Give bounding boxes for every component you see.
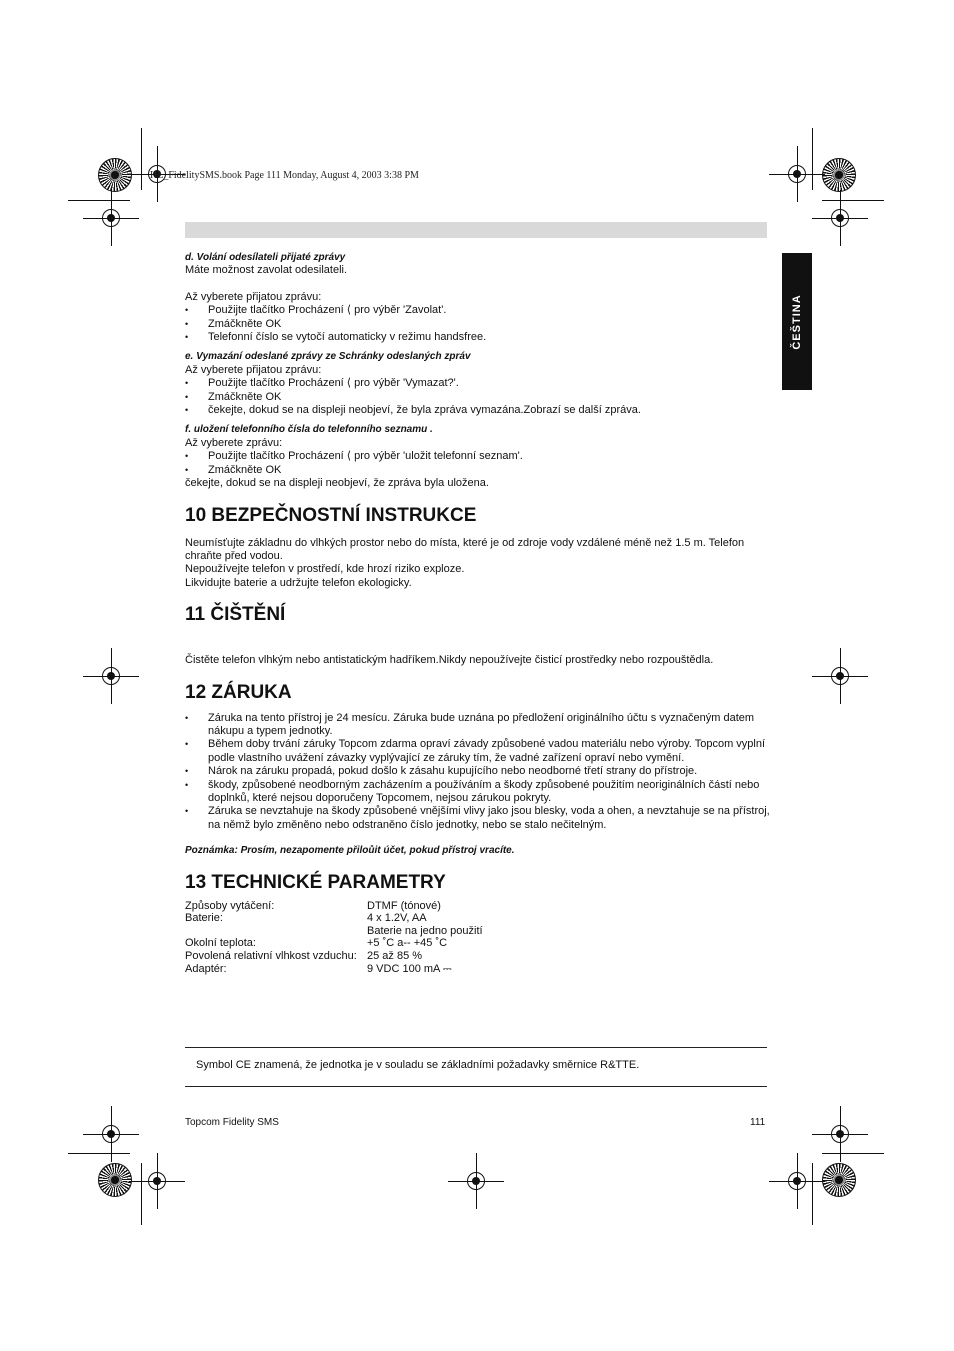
section-d-intro: Máte možnost zavolat odesilateli.: [185, 264, 348, 277]
section-12-heading: 12 ZÁRUKA: [185, 681, 292, 703]
registration-rosette-icon: [822, 1163, 856, 1197]
warranty-note: Poznámka: Prosím, nezapomente přiloůit účet, pokud přístroj vracíte.: [185, 845, 515, 857]
section-f-lead: Až vyberete zprávu:: [185, 436, 283, 449]
trim-line: [141, 128, 142, 190]
section-f-title: f. uložení telefonního čísla do telefonního seznamu .: [185, 424, 433, 436]
list-item: • škody, způsobené neodborným zacházením a používáním a škody způsobené použitím neoriginálních částí nebo doplnků, které nejsou doporučeny Topcomem, nejsou zárukou pokryty.: [185, 779, 770, 806]
language-tab-label: ČEŠTINA: [791, 293, 803, 350]
trim-line: [812, 1163, 813, 1225]
table-row: Povolená relativní vlhkost vzduchu: 25 až 85 %: [185, 949, 423, 962]
trim-line: [68, 200, 130, 201]
list-item: • Během doby trvání záruky Topcom zdarma opraví závady způsobené vadou materiálu nebo výroby. Topcom vyplní podle vlastního uvážení závazky vyplývající ze záruky tím, že vadné zařízení opraví nebo vymění.: [185, 738, 770, 765]
section-d-list: [185, 304, 770, 344]
registration-rosette-icon: [98, 1163, 132, 1197]
section-e-list: [185, 377, 770, 417]
section-11-heading: 11 ČIŠTĚNÍ: [185, 604, 286, 626]
page-number: 111: [750, 1117, 766, 1128]
trim-line: [822, 200, 884, 201]
list-item: • Zmáčkněte OK: [185, 391, 770, 404]
ce-notice-text: Symbol CE znamená, že jednotka je v souladu se základními požadavky směrnice R&TTE.: [196, 1059, 640, 1071]
section-e-title: e. Vymazání odeslané zprávy ze Schránky odeslaných zpráv: [185, 351, 471, 363]
list-item: • Použijte tlačítko Procházení ⟨ pro výběr 'Zavolat'.: [185, 304, 770, 317]
section-10-line: Likvidujte baterie a udržujte telefon ekologicky.: [185, 576, 412, 589]
footer-product: Topcom Fidelity SMS: [185, 1117, 279, 1128]
section-d-lead: Až vyberete přijatou zprávu:: [185, 290, 322, 303]
section-11-text: Čistěte telefon vlhkým nebo antistatickým hadříkem.Nikdy nepoužívejte čisticí prostředky nebo rozpouštědla.: [185, 654, 714, 667]
table-row: Baterie: 4 x 1.2V, AA: [185, 912, 427, 925]
table-row: Adaptér: 9 VDC 100 mA ⎓: [185, 962, 452, 975]
registration-rosette-icon: [822, 158, 856, 192]
section-10-line: Neumísťujte základnu do vlhkých prostor nebo do místa, které je od zdroje vody vzdálené méně než 1.5 m. Telefon chraňte před vodou.: [185, 536, 745, 562]
list-item: • Nárok na záruku propadá, pokud došlo k zásahu kupujícího nebo neodborné třetí strany do přístroje.: [185, 765, 770, 778]
table-row: Baterie na jedno použití: [367, 924, 483, 937]
section-12-list: [185, 712, 770, 833]
list-item: • Zmáčkněte OK: [185, 318, 770, 331]
section-13-heading: 13 TECHNICKÉ PARAMETRY: [185, 871, 446, 893]
language-tab: [782, 253, 812, 390]
section-d-title: d. Volání odesílateli přijaté zprávy: [185, 252, 346, 263]
section-f-outro: čekejte, dokud se na displeji neobjeví, že zpráva byla uložena.: [185, 477, 489, 490]
list-item: • Použijte tlačítko Procházení ⟨ pro výběr 'uložit telefonní seznam'.: [185, 450, 770, 463]
list-item: • Záruka se nevztahuje na škody způsobené vnějšími vlivy jako jsou blesky, voda a ohen, a nevztahuje se na přístroj, na němž bylo změněno nebo odstraněno číslo jednotky, nebo se stalo nečitelným.: [185, 805, 770, 832]
registration-rosette-icon: [98, 158, 132, 192]
section-10-heading: 10 BEZPEČNOSTNÍ INSTRUKCE: [185, 504, 477, 526]
list-item: • čekejte, dokud se na displeji neobjeví, že byla zpráva vymazána.Zobrazí se další zpráva.: [185, 404, 770, 417]
list-item: • Zmáčkněte OK: [185, 464, 770, 477]
page-content: [185, 251, 770, 975]
section-f-list: [185, 450, 770, 477]
trim-line: [141, 1163, 142, 1225]
list-item: • Použijte tlačítko Procházení ⟨ pro výběr 'Vymazat?'.: [185, 377, 770, 390]
list-item: • Telefonní číslo se vytočí automaticky v režimu handsfree.: [185, 331, 770, 344]
ce-notice-box: [185, 1047, 767, 1087]
header-bar: [185, 222, 767, 238]
section-e-lead: Až vyberete přijatou zprávu:: [185, 363, 322, 376]
list-item: • Záruka na tento přístroj je 24 mesícu. Záruka bude uznána po předložení originálního účtu s vyznačeným datem nákupu a typem jednotky.: [185, 712, 770, 739]
print-header: HL_FidelitySMS.book Page 111 Monday, August 4, 2003 3:38 PM: [150, 170, 419, 181]
trim-line: [822, 1153, 884, 1154]
trim-line: [812, 128, 813, 190]
parameters-table: [185, 900, 483, 976]
table-row: Okolní teplota: +5 ˚C a-- +45 ˚C: [185, 937, 448, 950]
section-10-line: Nepoužívejte telefon v prostředí, kde hrozí riziko exploze.: [185, 563, 465, 576]
table-row: Způsoby vytáčení: DTMF (tónové): [185, 899, 441, 912]
trim-line: [68, 1153, 130, 1154]
